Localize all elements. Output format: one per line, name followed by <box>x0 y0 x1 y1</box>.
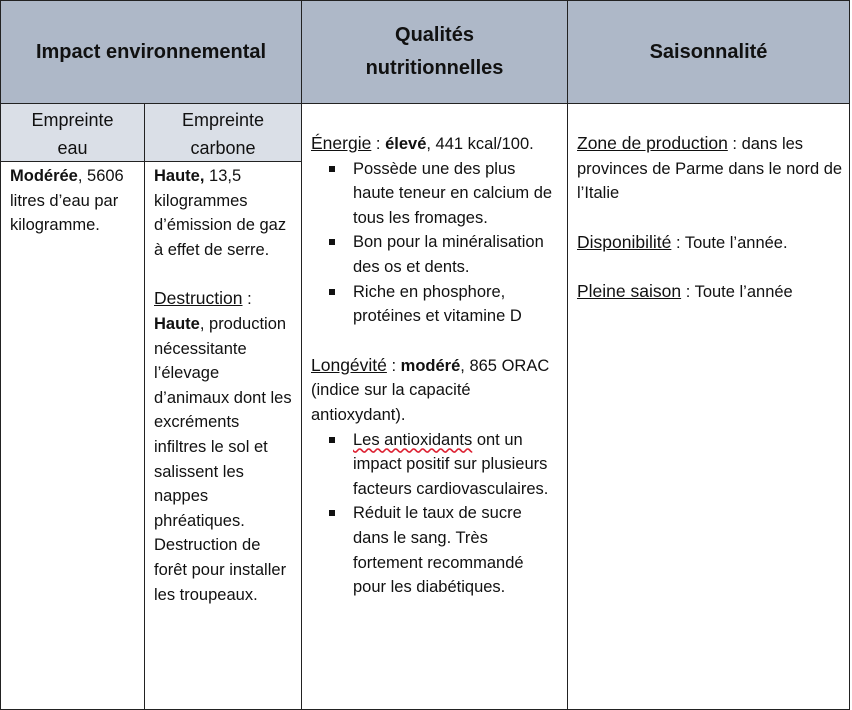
longevity-bullets <box>311 428 561 600</box>
list-item: Bon pour la minéralisation des os et dents. <box>311 230 561 279</box>
header-nutrition-line2: nutritionnelles <box>365 57 504 79</box>
header-nutrition <box>301 0 568 104</box>
list-item: Riche en phosphore, protéines et vitamine D <box>311 280 561 329</box>
header-impact <box>0 0 302 104</box>
carbon-text: 13,5 kilogrammes d’émission de gaz à effet de serre. <box>154 167 287 259</box>
spellcheck-word: Les antioxidants <box>353 430 473 449</box>
header-impact-label: Impact environnemental <box>35 40 267 63</box>
energy-sep: : <box>371 135 386 153</box>
destruction-sep: : <box>242 290 252 309</box>
list-item: Possède une des plus haute teneur en calcium de tous les fromages. <box>311 157 561 231</box>
water-text: , 5606 litres d’eau par kilogramme. <box>10 167 124 235</box>
carbon-cell <box>144 161 302 710</box>
destruction-text: , production nécessitante l’élevage d’animaux dont les excréments infiltres le sol et salissent les nappes phréatiques. Destruction de forêt pour installer les troupeaux. <box>154 314 292 604</box>
zone-text: dans les provinces de Parme dans le nord de l’Italie <box>577 135 843 203</box>
longevity-text: , 865 ORAC (indice sur la capacité antioxydant). <box>311 356 550 424</box>
longevity-sep: : <box>386 356 401 375</box>
subheader-water-line1: Empreinte <box>31 110 114 130</box>
energy-text: , 441 kcal/100. <box>426 135 534 153</box>
water-cell <box>0 161 145 710</box>
nutrition-cell <box>301 103 568 710</box>
destruction-label: Destruction <box>154 288 243 309</box>
energy-label: Énergie <box>311 133 372 153</box>
energy-level: élevé <box>385 135 427 153</box>
longevity-level: modéré <box>400 356 461 375</box>
destruction-level: Haute <box>154 314 200 333</box>
zone-label: Zone de production <box>577 133 728 153</box>
list-item: Réduit le taux de sucre dans le sang. Très fortement recommandé pour les diabétiques. <box>311 501 561 599</box>
zone-sep: : <box>727 135 742 153</box>
longevity-bullet1-rest: ont un impact positif sur plusieurs facteurs cardiovasculaires. <box>353 430 549 498</box>
list-item <box>311 428 561 502</box>
peak-text: : Toute l’année <box>681 283 793 302</box>
longevity-label: Longévité <box>311 354 387 375</box>
carbon-level: Haute, <box>154 167 205 185</box>
season-cell <box>567 103 850 710</box>
header-nutrition-line1: Qualités <box>395 24 474 46</box>
peak-label: Pleine saison <box>577 281 682 302</box>
availability-text: : Toute l’année. <box>671 233 788 252</box>
header-season-label: Saisonnalité <box>649 40 768 63</box>
availability-label: Disponibilité <box>577 231 672 252</box>
header-season <box>567 0 850 104</box>
subheader-carbon <box>144 103 302 162</box>
energy-bullets <box>311 157 561 329</box>
subheader-carbon-line2: carbone <box>190 138 256 158</box>
water-level: Modérée <box>10 167 78 185</box>
subheader-carbon-line1: Empreinte <box>181 110 265 130</box>
subheader-water-line2: eau <box>57 138 88 158</box>
subheader-water <box>0 103 145 162</box>
